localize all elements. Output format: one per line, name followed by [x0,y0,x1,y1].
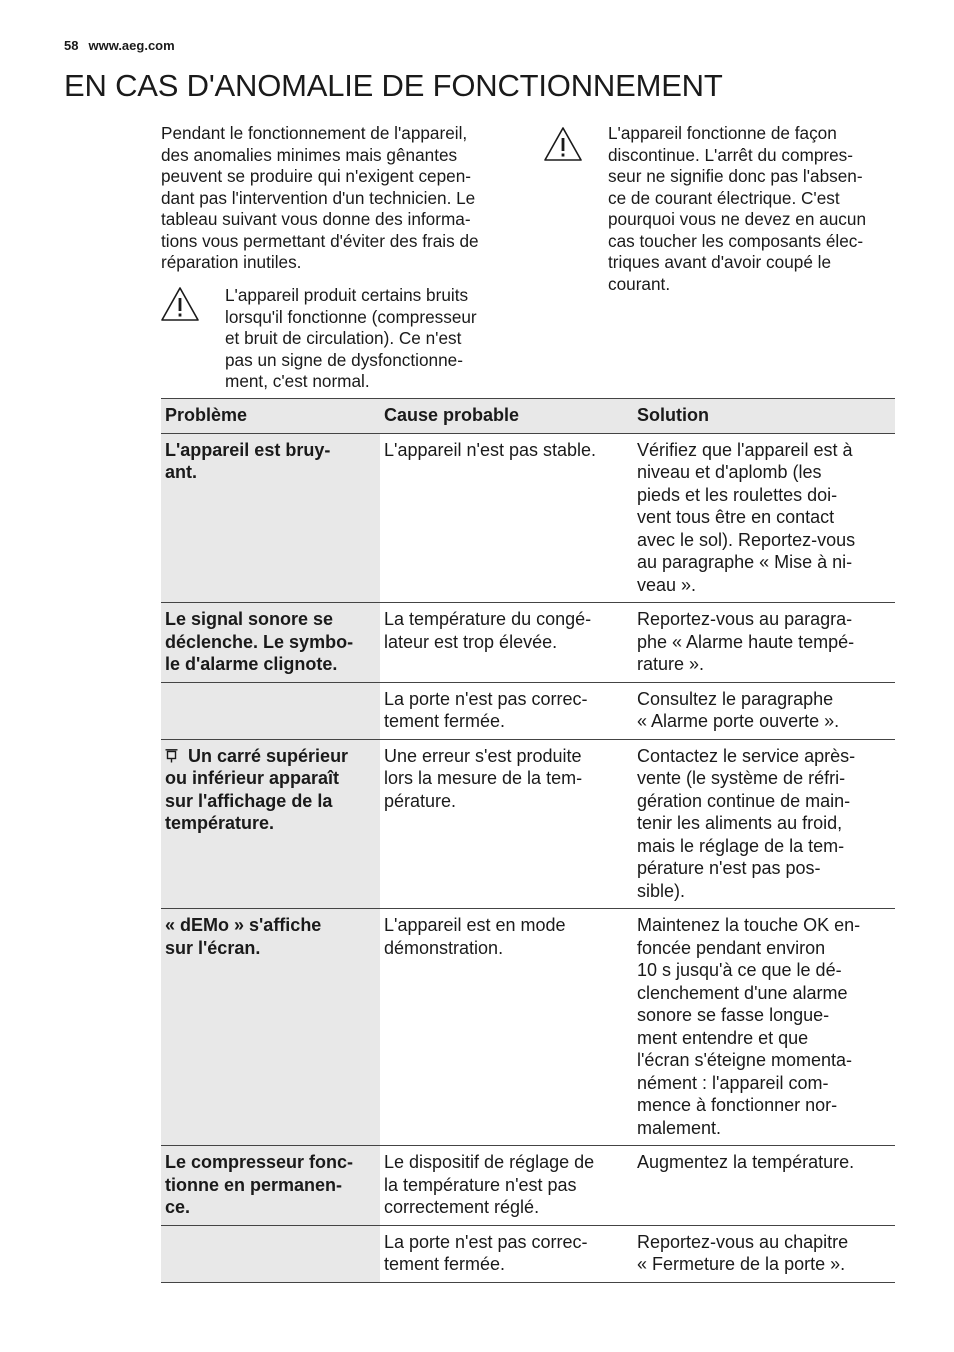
text-line: lorsqu'il fonctionne (compresseur [225,306,477,327]
cell-line [165,745,376,768]
cell-line: sur l'écran. [165,937,261,958]
text-line: tions vous permettant d'éviter des frais de [161,230,479,251]
cell-line: lors la mesure de la tem- [384,768,583,788]
display-square-icon [165,749,178,763]
problem-cell [161,739,380,909]
text-line: L'appareil produit certains bruits [225,285,469,305]
cause-cell [380,909,633,1146]
cause-cell [380,1225,633,1282]
warning-power-text [608,123,866,295]
cell-line: 10 s jusqu'à ce que le dé- [637,960,842,980]
cell-line: vent tous être en contact [637,507,835,527]
cell-line: ant. [165,462,198,482]
page-title: EN CAS D'ANOMALIE DE FONCTIONNEMENT [64,68,723,103]
cell-line: tenir les aliments au froid, [637,813,843,833]
cause-cell [380,739,633,909]
cause-cell [380,433,633,603]
cell-line: vente (le système de réfri- [637,768,846,788]
problem-cell [161,682,380,739]
solution-cell [633,603,895,683]
solution-cell [633,682,895,739]
solution-cell [633,1225,895,1282]
cell-line: Le compresseur fonc- [165,1152,354,1172]
page-number: 58 [64,38,79,53]
text-line: ce de courant électrique. C'est [608,187,840,208]
cell-line: avec le sol). Reportez-vous [637,529,856,550]
solution-cell [633,909,895,1146]
cell-line: gération continue de main- [637,790,851,811]
table-row [161,433,895,603]
text-line: cas toucher les composants élec- [608,230,864,251]
cell-line: sible). [637,880,686,901]
table-row [161,1146,895,1226]
cause-cell [380,1146,633,1226]
table-row [161,909,895,1146]
text-line: réparation inutiles. [161,252,302,272]
cell-line: correctement réglé. [384,1197,540,1217]
text-line: ment, c'est normal. [225,371,370,391]
problem-cell [161,1225,380,1282]
cell-line: sur l'affichage de la [165,790,333,811]
cell-line: clenchement d'une alarme [637,982,848,1003]
cell-line: La porte n'est pas correc- [384,1231,588,1252]
problem-cell [161,909,380,1146]
cell-line: Contactez le service après- [637,745,856,766]
header-problem: Problème [161,399,380,434]
cause-cell [380,603,633,683]
cell-line: phe « Alarme haute tempé- [637,631,855,652]
text-line: tableau suivant vous donne des informa- [161,209,471,229]
header-cause: Cause probable [380,399,633,434]
text-line: triques avant d'avoir coupé le [608,252,832,272]
cell-line: tement fermée. [384,711,506,731]
cell-line: malement. [637,1117,722,1138]
table-row [161,739,895,909]
warning-triangle-icon [543,126,583,162]
cell-line: L'appareil n'est pas stable. [384,439,597,460]
cell-line: démonstration. [384,937,504,958]
page-header [64,38,175,53]
solution-cell [633,1146,895,1226]
warning-noise-text [225,285,477,393]
cell-line: Le dispositif de réglage de [384,1152,595,1172]
intro-paragraph [161,123,479,274]
cell-line: Maintenez la touche OK en- [637,915,861,935]
text-line: dant pas l'intervention d'un technicien. Le [161,187,476,208]
text-line: pas un signe de dysfonctionne- [225,349,463,370]
cell-line: l'écran s'éteigne momenta- [637,1050,852,1070]
cell-line: mence à fonctionner nor- [637,1095,838,1115]
cell-line: veau ». [637,574,697,595]
table-row [161,1225,895,1282]
problem-cell [161,603,380,683]
cell-line: déclenche. Le symbo- [165,631,354,652]
cell-line: La température du congé- [384,609,592,629]
text-line: pourquoi vous ne devez en aucun [608,209,867,229]
cell-line: tionne en permanen- [165,1174,343,1195]
cell-line: ment entendre et que [637,1027,809,1048]
cell-line: ou inférieur apparaît [165,768,340,788]
text-line: peuvent se produire qui n'exigent cepen- [161,166,472,186]
cell-line: « Fermeture de la porte ». [637,1254,846,1274]
cell-line: « Alarme porte ouverte ». [637,711,840,731]
problem-cell [161,433,380,603]
table-row [161,682,895,739]
text-line: seur ne signifie donc pas l'absen- [608,166,863,186]
cell-line: L'appareil est en mode [384,915,566,935]
cell-line: température. [165,813,275,833]
solution-cell [633,739,895,909]
cell-line: pérature n'est pas pos- [637,858,821,878]
cell-line: nément : l'appareil com- [637,1072,829,1093]
site-url[interactable]: www.aeg.com [88,38,175,53]
cell-line: Le signal sonore se [165,609,334,629]
header-solution: Solution [633,399,895,434]
cell-line: ce. [165,1197,191,1217]
cell-line: « dEMo » s'affiche [165,915,322,935]
cell-line-text: Un carré supérieur [188,745,349,766]
text-line: L'appareil fonctionne de façon [608,123,837,143]
table-header-row [161,399,895,434]
cell-line: Une erreur s'est produite [384,745,582,766]
cell-line: La porte n'est pas correc- [384,688,588,709]
cell-line: la température n'est pas [384,1174,577,1195]
cell-line: foncée pendant environ [637,937,826,958]
cell-line: niveau et d'aplomb (les [637,462,822,482]
cell-line: pérature. [384,790,457,811]
text-line: des anomalies minimes mais gênantes [161,144,458,165]
troubleshooting-table [161,398,895,1283]
cell-line: le d'alarme clignote. [165,654,338,674]
cell-line: L'appareil est bruy- [165,439,331,460]
cell-line: rature ». [637,654,705,674]
cell-line: Consultez le paragraphe [637,688,834,709]
cell-line: Reportez-vous au chapitre [637,1231,849,1252]
cell-line: pieds et les roulettes doi- [637,484,838,505]
cell-line: Vérifiez que l'appareil est à [637,439,853,460]
cell-line: Reportez-vous au paragra- [637,609,853,629]
problem-cell [161,1146,380,1226]
text-line: et bruit de circulation). Ce n'est [225,328,462,348]
cell-line: lateur est trop élevée. [384,631,558,652]
text-line: courant. [608,273,671,294]
solution-cell [633,433,895,603]
cell-line: mais le réglage de la tem- [637,835,845,856]
cell-line: au paragraphe « Mise à ni- [637,552,853,572]
cell-line: tement fermée. [384,1254,506,1274]
text-line: discontinue. L'arrêt du compres- [608,144,853,165]
text-line: Pendant le fonctionnement de l'appareil, [161,123,468,143]
cell-line: Augmentez la température. [637,1152,855,1172]
cause-cell [380,682,633,739]
cell-line: sonore se fasse longue- [637,1005,830,1025]
warning-triangle-icon [160,286,200,322]
table-row [161,603,895,683]
